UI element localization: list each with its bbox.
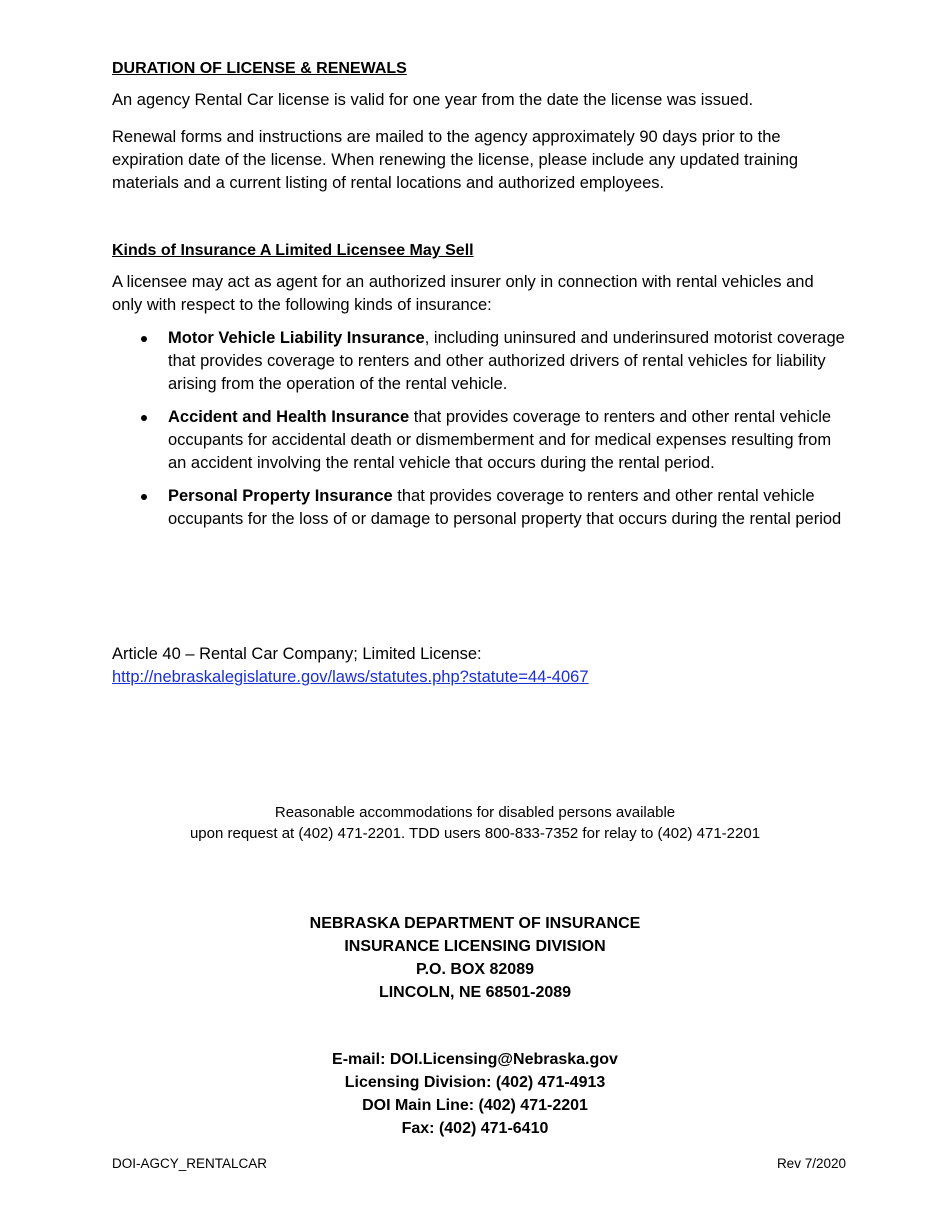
address-line-1: NEBRASKA DEPARTMENT OF INSURANCE <box>309 915 641 932</box>
bullet-icon <box>141 336 147 342</box>
contact-email: E-mail: DOI.Licensing@Nebraska.gov <box>332 1051 618 1068</box>
address-line-2: INSURANCE LICENSING DIVISION <box>344 938 606 955</box>
duration-heading: DURATION OF LICENSE & RENEWALS <box>112 60 407 77</box>
contact-licensing-phone: Licensing Division: (402) 471-4913 <box>344 1074 606 1091</box>
contact-block <box>0 1048 950 1140</box>
revision-date: Rev 7/2020 <box>776 1156 846 1171</box>
article-section <box>112 643 846 689</box>
address-line-4: LINCOLN, NE 68501-2089 <box>378 984 572 1001</box>
statute-link[interactable]: http://nebraskalegislature.gov/laws/statutes.php?statute=44-4067 <box>112 668 589 686</box>
duration-para-2: Renewal forms and instructions are mailed to the agency approximately 90 days prior to the expiration date of the license. When renewing the license, please include any updated training materials and a current listing of rental locations and authorized employees. <box>112 128 799 192</box>
item-title: Accident and Health Insurance <box>168 408 410 426</box>
list-item <box>112 406 846 475</box>
item-title: Motor Vehicle Liability Insurance <box>168 329 425 347</box>
article-title: Article 40 – Rental Car Company; Limited License: <box>112 645 482 663</box>
duration-para-1: An agency Rental Car license is valid for one year from the date the license was issued. <box>112 91 754 109</box>
kinds-heading: Kinds of Insurance A Limited Licensee May Sell <box>112 242 474 259</box>
address-block <box>0 912 950 1004</box>
address-line-3: P.O. BOX 82089 <box>416 961 534 978</box>
kinds-section <box>112 239 846 541</box>
accommodations-line-2: upon request at (402) 471-2201. TDD users 800-833-7352 for relay to (402) 471-2201 <box>189 825 761 842</box>
bullet-icon <box>141 415 147 421</box>
bullet-icon <box>141 494 147 500</box>
duration-section <box>112 57 846 195</box>
contact-fax: Fax: (402) 471-6410 <box>401 1120 549 1137</box>
item-text: , including uninsured and underinsured motorist coverage that provides coverage to renters and other authorized drivers of rental vehicles for liability arising from the operation of the rental vehicle. <box>168 329 845 393</box>
list-item <box>112 327 846 396</box>
item-text: that provides coverage to renters and other rental vehicle occupants for accidental death or dismemberment and for medical expenses resulting from an accident involving the rental vehicle that occurs during the rental period. <box>168 408 832 472</box>
item-text: that provides coverage to renters and other rental vehicle occupants for the loss of or damage to personal property that occurs during the rental period <box>168 487 842 528</box>
kinds-intro: A licensee may act as agent for an authorized insurer only in connection with rental vehicles and only with respect to the following kinds of insurance: <box>112 273 814 314</box>
list-item <box>112 485 846 531</box>
contact-main-line: DOI Main Line: (402) 471-2201 <box>362 1097 588 1114</box>
item-title: Personal Property Insurance <box>168 487 393 505</box>
insurance-list <box>112 327 846 531</box>
article-link-wrapper <box>112 666 846 689</box>
accommodations-notice <box>0 802 950 844</box>
accommodations-line-1: Reasonable accommodations for disabled persons available <box>274 804 676 821</box>
form-id: DOI-AGCY_RENTALCAR <box>112 1156 268 1171</box>
